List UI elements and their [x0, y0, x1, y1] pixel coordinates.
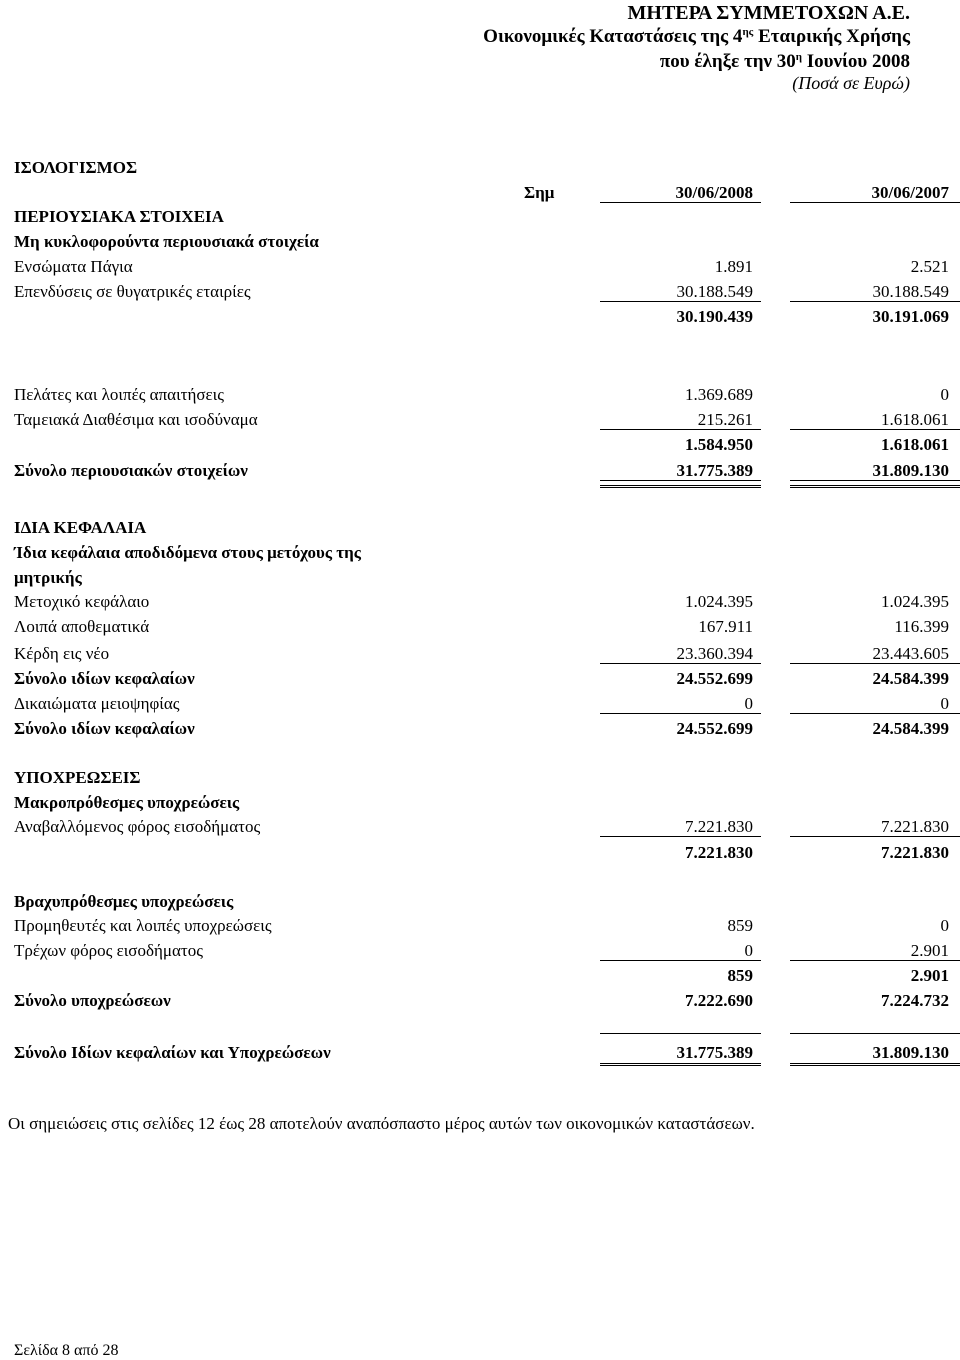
subsection-shortterm: Βραχυπρόθεσμες υποχρεώσεις — [14, 892, 234, 911]
underline-longterm-2008 — [600, 836, 761, 837]
currency-note: (Ποσά σε Ευρώ) — [792, 73, 910, 93]
row-reserves-2007: 116.399 — [894, 617, 949, 636]
row-label-reserves: Λοιπά αποθεματικά — [14, 617, 150, 636]
balance-sheet-title: ΙΣΟΛΟΓΙΣΜΟΣ — [14, 158, 138, 177]
total-equity-2007: 24.584.399 — [872, 669, 949, 688]
period-superscript: η — [795, 51, 802, 63]
total-equity-final-2007: 24.584.399 — [872, 719, 949, 738]
row-label-payables: Προμηθευτές και λοιπές υποχρεώσεις — [14, 916, 272, 935]
underline-minority-2007 — [790, 713, 960, 714]
row-payables-2007: 0 — [940, 916, 949, 935]
row-label-receivables: Πελάτες και λοιπές απαιτήσεις — [14, 385, 224, 404]
row-label-share-capital: Μετοχικό κεφάλαιο — [14, 592, 150, 611]
row-payables-2008: 859 — [727, 916, 753, 935]
row-label-total-equity-final: Σύνολο ιδίων κεφαλαίων — [14, 719, 195, 738]
row-receivables-2007: 0 — [940, 385, 949, 404]
double-underline-assets-2007 — [790, 485, 960, 488]
row-label-total-liabilities: Σύνολο υποχρεώσεων — [14, 991, 171, 1010]
double-underline-grand-2007 — [790, 1063, 960, 1066]
row-label-total-equity: Σύνολο ιδίων κεφαλαίων — [14, 669, 195, 688]
row-label-cash: Ταμειακά Διαθέσιμα και ισοδύναμα — [14, 410, 258, 429]
rule-total-assets-2008-top — [600, 480, 761, 481]
row-label-ppe: Ενσώματα Πάγια — [14, 257, 133, 276]
subtotal-shortterm-2007: 2.901 — [910, 966, 949, 985]
header-underline-2008 — [600, 202, 761, 203]
col-header-note: Σημ — [524, 183, 555, 202]
section-equity: ΙΔΙΑ ΚΕΦΑΛΑΙΑ — [14, 518, 147, 537]
notes-disclaimer: Οι σημειώσεις στις σελίδες 12 έως 28 αποτελούν αναπόσπαστο μέρος αυτών των οικονομικών καταστάσεων. — [8, 1114, 755, 1133]
row-label-investments: Επενδύσεις σε θυγατρικές εταιρίες — [14, 282, 251, 301]
row-share-capital-2007: 1.024.395 — [881, 592, 949, 611]
total-equity-2008: 24.552.699 — [676, 669, 753, 688]
col-header-2008: 30/06/2008 — [675, 183, 753, 202]
total-equity-final-2008: 24.552.699 — [676, 719, 753, 738]
rule-grand-total-2008-top — [600, 1033, 761, 1034]
row-minority-2007: 0 — [940, 694, 949, 713]
underline-minority-2008 — [600, 713, 761, 714]
section-assets: ΠΕΡΙΟΥΣΙΑΚΑ ΣΤΟΙΧΕΙΑ — [14, 207, 224, 226]
total-liabilities-2008: 7.222.690 — [685, 991, 753, 1010]
row-investments-2008: 30.188.549 — [676, 282, 753, 301]
subtotal-shortterm-2008: 859 — [727, 966, 753, 985]
subsection-equity-attrib: Ίδια κεφάλαια αποδιδόμενα στους μετόχους της — [14, 543, 361, 562]
row-label-retained-earnings: Κέρδη εις νέο — [14, 644, 110, 663]
subtotal-current-2008: 1.584.950 — [685, 435, 753, 454]
period-text-end: Ιουνίου 2008 — [802, 51, 910, 72]
row-label-total-equity-liabilities: Σύνολο Ιδίων κεφαλαίων και Υποχρεώσεων — [14, 1043, 331, 1062]
underline-current-2007 — [790, 429, 960, 430]
row-ppe-2007: 2.521 — [910, 257, 949, 276]
period-text: που έληξε την 30 — [659, 51, 796, 72]
statement-subtitle — [483, 27, 910, 46]
row-deferred-tax-2007: 7.221.830 — [881, 817, 949, 836]
row-current-tax-2007: 2.901 — [910, 941, 949, 960]
subtotal-longterm-2008: 7.221.830 — [685, 843, 753, 862]
row-label-total-assets: Σύνολο περιουσιακών στοιχείων — [14, 461, 248, 480]
double-underline-assets-2008 — [600, 485, 761, 488]
total-assets-2008: 31.775.389 — [676, 461, 753, 480]
company-name: ΜΗΤΕΡΑ ΣΥΜΜΕΤΟΧΩΝ Α.Ε. — [627, 2, 910, 24]
subsection-longterm: Μακροπρόθεσμες υποχρεώσεις — [14, 793, 240, 812]
period-line — [660, 52, 910, 71]
grand-total-2007: 31.809.130 — [872, 1043, 949, 1062]
row-current-tax-2008: 0 — [744, 941, 753, 960]
underline-equity-2007 — [790, 663, 960, 664]
row-deferred-tax-2008: 7.221.830 — [685, 817, 753, 836]
subtitle-superscript: ης — [742, 26, 754, 38]
row-share-capital-2008: 1.024.395 — [685, 592, 753, 611]
section-liabilities: ΥΠΟΧΡΕΩΣΕΙΣ — [14, 768, 141, 787]
total-liabilities-2007: 7.224.732 — [881, 991, 949, 1010]
page-number: Σελίδα 8 από 28 — [14, 1342, 119, 1359]
underline-shortterm-2007 — [790, 960, 960, 961]
double-underline-grand-2008 — [600, 1063, 761, 1066]
row-cash-2008: 215.261 — [697, 410, 753, 429]
row-receivables-2008: 1.369.689 — [685, 385, 753, 404]
rule-grand-total-2007-top — [790, 1033, 960, 1034]
row-retained-earnings-2007: 23.443.605 — [872, 644, 949, 663]
row-reserves-2008: 167.911 — [698, 617, 753, 636]
row-label-deferred-tax: Αναβαλλόμενος φόρος εισοδήματος — [14, 817, 261, 836]
row-minority-2008: 0 — [744, 694, 753, 713]
underline-longterm-2007 — [790, 836, 960, 837]
subtotal-current-2007: 1.618.061 — [881, 435, 949, 454]
row-cash-2007: 1.618.061 — [881, 410, 949, 429]
subtitle-text-end: Εταιρικής Χρήσης — [753, 26, 910, 47]
row-label-minority: Δικαιώματα μειοψηφίας — [14, 694, 180, 713]
underline-shortterm-2008 — [600, 960, 761, 961]
row-label-current-tax: Τρέχων φόρος εισοδήματος — [14, 941, 203, 960]
subsection-equity-attrib-cont: μητρικής — [14, 568, 82, 587]
subtotal-longterm-2007: 7.221.830 — [881, 843, 949, 862]
rule-total-assets-2007-top — [790, 480, 960, 481]
underline-noncurrent-2007 — [790, 301, 960, 302]
row-ppe-2008: 1.891 — [714, 257, 753, 276]
row-retained-earnings-2008: 23.360.394 — [676, 644, 753, 663]
subtotal-noncurrent-2008: 30.190.439 — [676, 307, 753, 326]
underline-noncurrent-2008 — [600, 301, 761, 302]
grand-total-2008: 31.775.389 — [676, 1043, 753, 1062]
underline-current-2008 — [600, 429, 761, 430]
col-header-2007: 30/06/2007 — [871, 183, 949, 202]
total-assets-2007: 31.809.130 — [872, 461, 949, 480]
header-underline-2007 — [790, 202, 960, 203]
row-investments-2007: 30.188.549 — [872, 282, 949, 301]
underline-equity-2008 — [600, 663, 761, 664]
subtotal-noncurrent-2007: 30.191.069 — [872, 307, 949, 326]
subtitle-text: Οικονομικές Καταστάσεις της 4 — [483, 26, 743, 47]
subsection-noncurrent: Μη κυκλοφορούντα περιουσιακά στοιχεία — [14, 232, 319, 251]
